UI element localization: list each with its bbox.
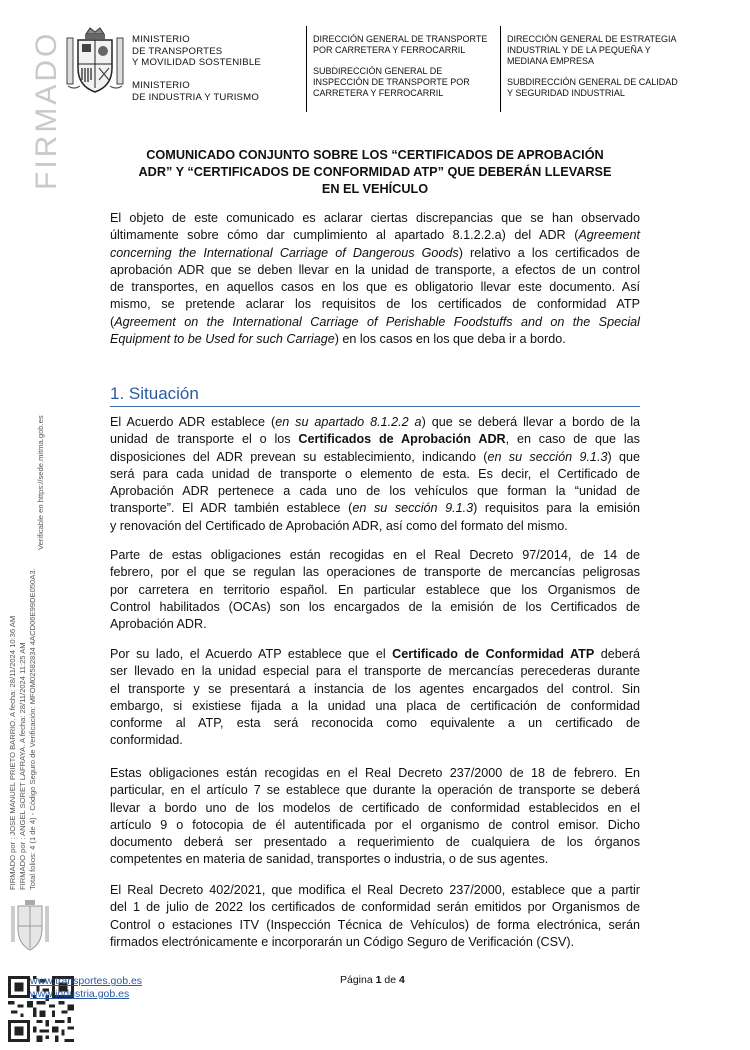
document-title: COMUNICADO CONJUNTO SOBRE LOS “CERTIFICADOS DE APROBACIÓN ADR” Y “CERTIFICADOS DE CONFORMIDAD ATP” QUE DEBERÁN LLEVARSE EN EL VEHÍCULO [138,148,612,196]
signature-line-2: FIRMADO por : ANGEL SORET LAFRAYA. A fecha: 28/11/2024 11:25 AM [18,642,27,890]
industria-website-link[interactable]: www.industria.gob.es [30,987,130,1000]
header-box-transporte [306,26,499,112]
paragraph-adr-acuerdo: El Acuerdo ADR establece (en su apartado 8.1.2.2 a) que se deberá llevar a bordo de la unidad de transporte el o los Certificados de Aprobación ADR, en caso de que las disposiciones del ADR prevean su establecimiento, indicando (en su sección 9.1.3) que será para cada unidad de transporte o elemento de esta. Es decir, el Certificado de Aprobación ADR pertenece a cada uno de los vehículos que forman la “unidad de transporte”. El ADR también establece (en su sección 9.1.3) requisitos para la emisión y renovación del Certificado de Aprobación ADR, así como del formato del mismo. [110,415,640,533]
header-box-transporte-subdireccion: SUBDIRECCIÓN GENERAL DE INSPECCIÓN DE TRANSPORTE POR CARRETERA Y FERROCARRIL [313,66,470,98]
intro-paragraph: El objeto de este comunicado es aclarar ciertas discrepancias que se han observado últimamente sobre cómo dar cumplimiento al apartado 8.1.2.2.a) del ADR (Agreement concerning the International Carriage of Dangerous Goods) relativo a los certificados de aprobación ADR que se deben llevar en la unidad de transporte, a efectos de un control de transportes, en aquellos casos en los que es obligatorio llevar este documento. Así mismo, se pretende aclarar los requisitos de los certificados de conformidad ATP (Agreement on the International Carriage of Perishable Foodstuffs and on the Special Equipment to be Used for such Carriage) en los casos en los que deba ir a bordo. [110,211,640,347]
paragraph-real-decreto-402: El Real Decreto 402/2021, que modifica el Real Decreto 237/2000, establece que a partir del 1 de julio de 2022 los certificados de conformidad serán emitidos por Organismos de Control o estaciones ITV (Inspección Técnica de Vehículos) de forma electrónica, serán firmados electrónicamente e incorporarán un Código Seguro de Verificación (CSV). [110,883,640,949]
paragraph-real-decreto-237: Estas obligaciones están recogidas en el Real Decreto 237/2000 de 18 de febrero. En particular, en el artículo 7 se establece que durante la operación de transporte se deberá llevar a bordo uno de los modelos de certificado de conformidad establecidos en el artículo 9 o fotocopia de él autentificada por el organismo de control emisor. Dicho documento deberá ser presentado a requerimiento de cualquiera de los órganos competentes en materia de sanidad, transportes o industria, o de sus agentes. [110,766,640,867]
sede-verification-text: Verificable en https://sede.mitma.gob.es [36,415,45,550]
ministry-transportes-name: MINISTERIO DE TRANSPORTES Y MOVILIDAD SOSTENIBLE [132,34,261,68]
section-heading-situacion: 1. Situación [110,383,640,407]
small-coat-of-arms-icon [10,898,50,956]
header-box-industria [500,26,707,112]
header-box-industria-subdireccion: SUBDIRECCIÓN GENERAL DE CALIDAD Y SEGURIDAD INDUSTRIAL [507,77,678,98]
page-number: Página 1 de 4 [340,974,405,986]
footer-links [30,975,142,1000]
spanish-coat-of-arms-icon [64,26,126,98]
ministry-industria-name: MINISTERIO DE INDUSTRIA Y TURISMO [132,80,260,103]
signature-line-1: FIRMADO por : JOSE MANUEL PRIETO BARRIO. A fecha: 28/11/2024 10:36 AM [8,615,17,890]
transportes-website-link[interactable]: www.transportes.gob.es [30,975,143,987]
firmado-stamp: FIRMADO [30,30,63,190]
paragraph-atp-acuerdo: Por su lado, el Acuerdo ATP establece que el Certificado de Conformidad ATP deberá ser llevado en la unidad especial para el transporte de mercancías perecederas durante el transporte y se presentará a instancia de los agentes encargados del control. Sin embargo, si existiese fijada a la unidad una placa de certificación de conformidad conforme al ATP, esta será reconocida como equivalente a un certificado de conformidad. [110,647,641,748]
header-box-transporte-direccion: DIRECCIÓN GENERAL DE TRANSPORTE POR CARRETERA Y FERROCARRIL [313,34,488,55]
paragraph-real-decreto-97: Parte de estas obligaciones están recogidas en el Real Decreto 97/2014, de 14 de febrero, por el que se regulan las operaciones de transporte de mercancías peligrosas por carretera en territorio español. En particular establece que los Organismos de Control habilitados (OCAs) son los encargados de la emisión de los Certificados de Aprobación ADR. [110,548,640,632]
verification-code-line: Total folios: 4 (1 de 4) - Código Seguro de Verificación: MFOM02582834 4ACD06E99DE050A3. [28,568,37,890]
header-box-industria-direccion: DIRECCIÓN GENERAL DE ESTRATEGIA INDUSTRIAL Y DE LA PEQUEÑA Y MEDIANA EMPRESA [507,34,677,66]
